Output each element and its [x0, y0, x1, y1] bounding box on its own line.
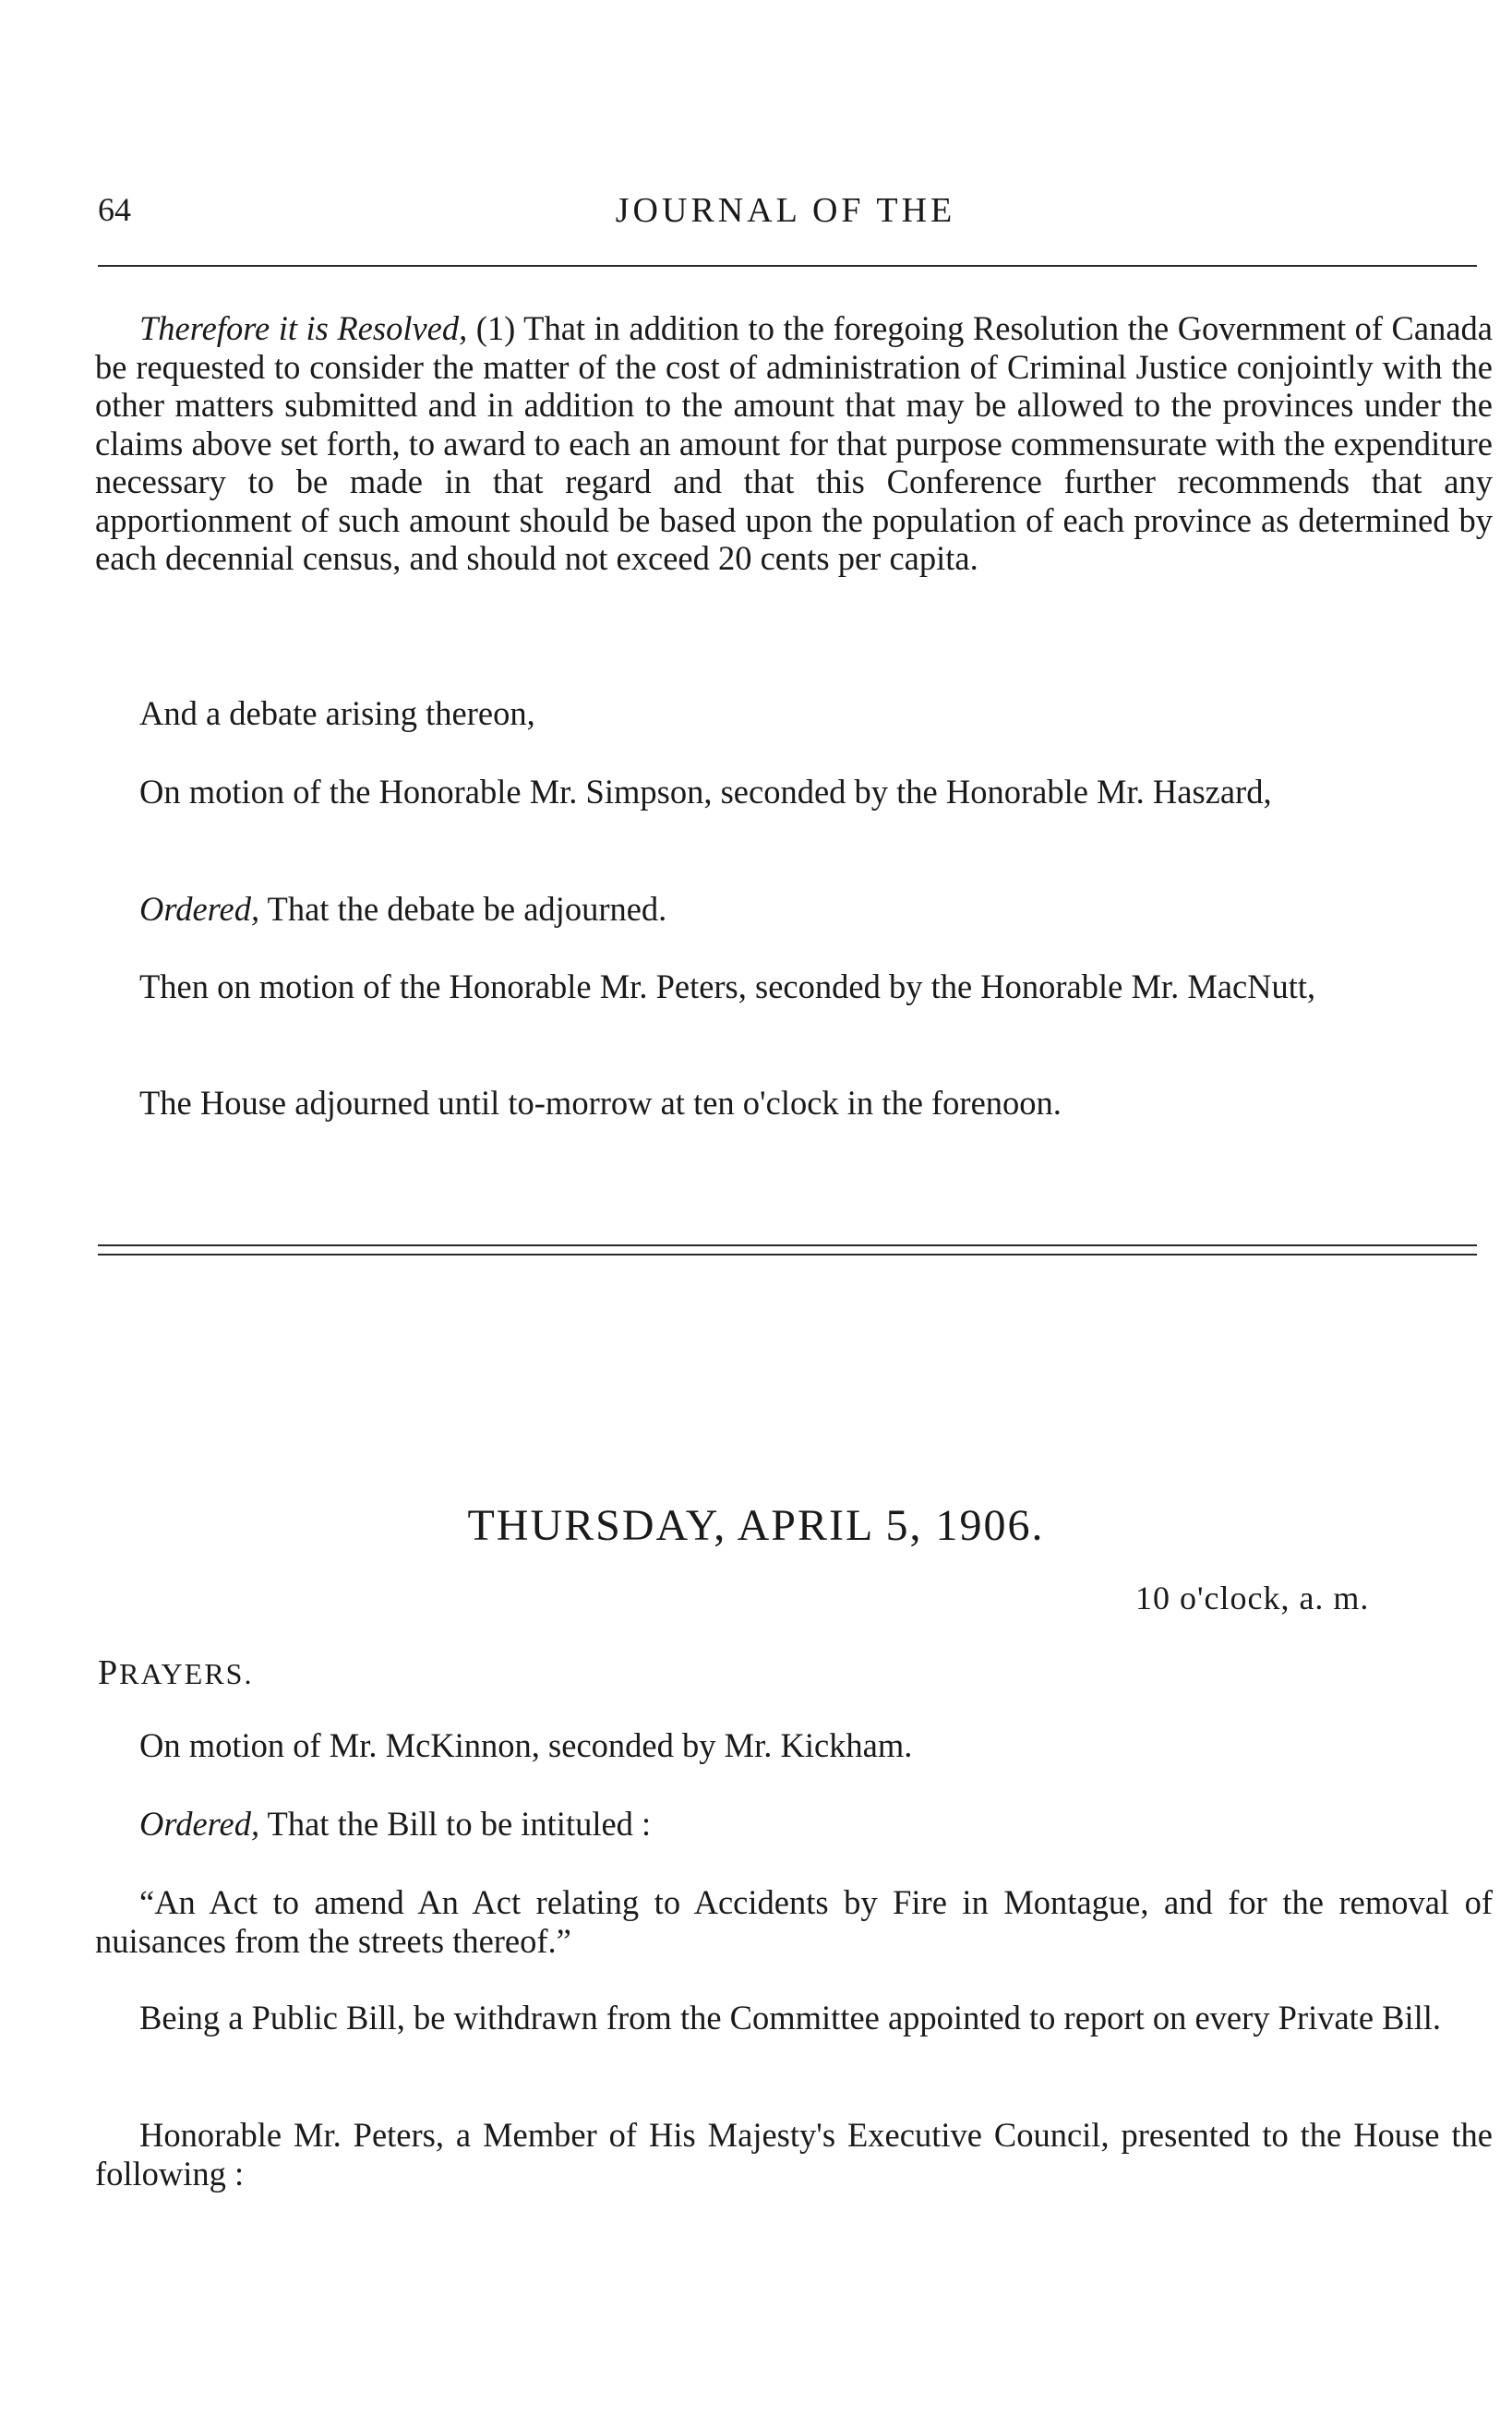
- page-number: 64: [98, 191, 131, 228]
- bill-title-paragraph: [95, 1883, 1493, 1960]
- section-rule-upper: [98, 1244, 1477, 1246]
- resolution-lead: Therefore it is Resolved,: [139, 309, 468, 347]
- resolution-paragraph: [95, 309, 1493, 578]
- motion-text-3: On motion of Mr. McKinnon, seconded by Mr. Kickham.: [139, 1726, 913, 1764]
- debate-text: And a debate arising thereon,: [139, 694, 535, 732]
- bill-withdrawn-paragraph: [95, 1999, 1493, 2037]
- presentation-paragraph: [95, 2116, 1493, 2193]
- order-text-1: That the debate be adjourned.: [259, 890, 667, 928]
- order-lead-1: Ordered,: [139, 890, 260, 928]
- adjourn-text: The House adjourned until to-morrow at ten o'clock in the forenoon.: [139, 1084, 1062, 1122]
- order-lead-2: Ordered,: [139, 1805, 260, 1843]
- debate-paragraph: [95, 694, 1493, 733]
- bill-title-text: “An Act to amend An Act relating to Accidents by Fire in Montague, and for the removal of nuisances from the streets thereof.”: [95, 1883, 1493, 1960]
- section-rule-lower: [98, 1254, 1477, 1256]
- sitting-date-heading: THURSDAY, APRIL 5, 1906.: [467, 1501, 1045, 1550]
- bill-withdrawn-text: Being a Public Bill, be withdrawn from the Committee appointed to report on every Private Bill.: [139, 1999, 1442, 2037]
- order-text-2: That the Bill to be intituled :: [259, 1805, 652, 1843]
- resolution-text: (1) That in addition to the foregoing Resolution the Government of Canada be requested to consider the matter of the cost of administration of Criminal Justice conjointly with the other matters submitted and in addition to the amount that may be allowed to the provinces under the claims above set forth, to award to each an amount for that purpose commensurate with the expenditure necessary to be made in that regard and that this Conference further recommends that any apportionment of such amount should be based upon the population of each province as determined by each decennial census, and should not exceed 20 cents per capita.: [95, 309, 1493, 577]
- adjourn-paragraph: [95, 1084, 1493, 1123]
- motion-paragraph-1: [95, 773, 1493, 811]
- sitting-time: 10 o'clock, a. m.: [1135, 1580, 1370, 1616]
- running-head: [98, 190, 1473, 246]
- running-title: JOURNAL OF THE: [615, 191, 956, 230]
- order-paragraph-1: [95, 890, 1493, 929]
- prayers-rest: RAYERS.: [119, 1657, 254, 1690]
- header-rule: [98, 265, 1477, 267]
- motion-text-2: Then on motion of the Honorable Mr. Peters, seconded by the Honorable Mr. MacNutt,: [139, 967, 1316, 1005]
- prayers-initial: P: [98, 1653, 120, 1692]
- motion-paragraph-3: [95, 1726, 1493, 1765]
- motion-text-1: On motion of the Honorable Mr. Simpson, seconded by the Honorable Mr. Haszard,: [139, 773, 1272, 811]
- motion-paragraph-2: [95, 967, 1493, 1006]
- order-paragraph-2: [95, 1805, 1493, 1844]
- presentation-text: Honorable Mr. Peters, a Member of His Majesty's Executive Council, presented to the House the following :: [95, 2116, 1493, 2193]
- prayers-heading: [98, 1652, 253, 1693]
